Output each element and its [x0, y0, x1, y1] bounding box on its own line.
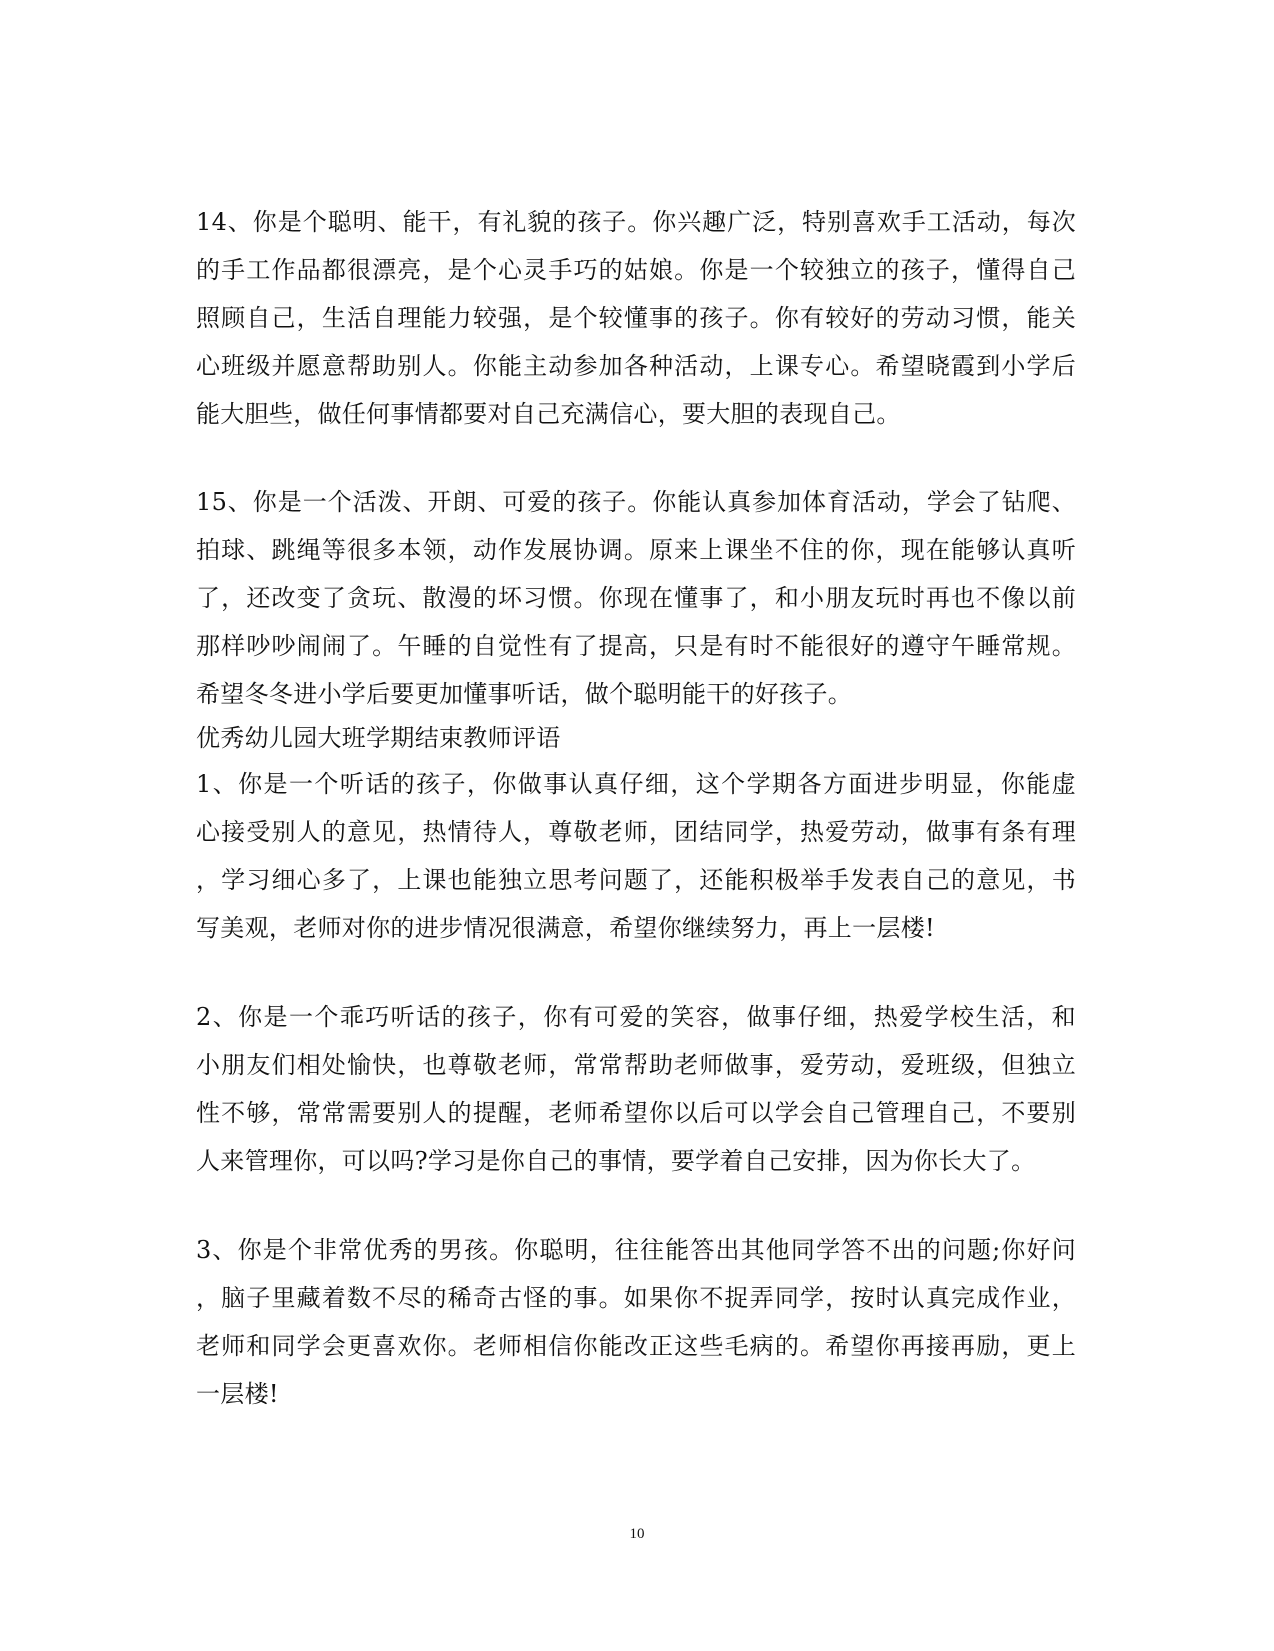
paragraph-3-line-3: 老师和同学会更喜欢你。老师相信你能改正这些毛病的。希望你再接再励，更上: [196, 1332, 1076, 1360]
paragraph-2-line-3: 性不够，常常需要别人的提醒，老师希望你以后可以学会自己管理自己，不要别: [196, 1099, 1076, 1127]
paragraph-14-line-5: 能大胆些，做任何事情都要对自己充满信心，要大胆的表现自己。: [196, 400, 901, 428]
paragraph-3-line-1: 3、你是个非常优秀的男孩。你聪明，往往能答出其他同学答不出的问题;你好问: [196, 1236, 1076, 1264]
paragraph-1-line-4: 写美观，老师对你的进步情况很满意，希望你继续努力，再上一层楼!: [196, 914, 935, 942]
page-number: 10: [629, 1526, 645, 1542]
paragraph-2-line-2: 小朋友们相处愉快，也尊敬老师，常常帮助老师做事，爱劳动，爱班级，但独立: [196, 1051, 1076, 1079]
section-heading: 优秀幼儿园大班学期结束教师评语: [196, 724, 561, 752]
paragraph-1-line-1: 1、你是一个听话的孩子，你做事认真仔细，这个学期各方面进步明显，你能虚: [196, 770, 1076, 798]
paragraph-15-line-2: 拍球、跳绳等很多本领，动作发展协调。原来上课坐不住的你，现在能够认真听: [196, 536, 1076, 564]
paragraph-2-line-4: 人来管理你，可以吗?学习是你自己的事情，要学着自己安排，因为你长大了。: [196, 1147, 1036, 1175]
paragraph-2-line-1: 2、你是一个乖巧听话的孩子，你有可爱的笑容，做事仔细，热爱学校生活，和: [196, 1003, 1076, 1031]
paragraph-15-line-5: 希望冬冬进小学后要更加懂事听话，做个聪明能干的好孩子。: [196, 680, 853, 708]
paragraph-15-line-1: 15、你是一个活泼、开朗、可爱的孩子。你能认真参加体育活动，学会了钻爬、: [196, 488, 1076, 516]
paragraph-15-line-4: 那样吵吵闹闹了。午睡的自觉性有了提高，只是有时不能很好的遵守午睡常规。: [196, 632, 1076, 660]
paragraph-1-line-2: 心接受别人的意见，热情待人，尊敬老师，团结同学，热爱劳动，做事有条有理: [196, 818, 1076, 846]
paragraph-1-line-3: ，学习细心多了，上课也能独立思考问题了，还能积极举手发表自己的意见，书: [196, 866, 1076, 894]
paragraph-15-line-3: 了，还改变了贪玩、散漫的坏习惯。你现在懂事了，和小朋友玩时再也不像以前: [196, 584, 1076, 612]
paragraph-3-line-4: 一层楼!: [196, 1380, 279, 1408]
paragraph-3-line-2: ，脑子里藏着数不尽的稀奇古怪的事。如果你不捉弄同学，按时认真完成作业，: [196, 1284, 1076, 1312]
paragraph-14-line-1: 14、你是个聪明、能干，有礼貌的孩子。你兴趣广泛，特别喜欢手工活动，每次: [196, 208, 1076, 236]
paragraph-14-line-4: 心班级并愿意帮助别人。你能主动参加各种活动，上课专心。希望晓霞到小学后: [196, 352, 1076, 380]
paragraph-14-line-3: 照顾自己，生活自理能力较强，是个较懂事的孩子。你有较好的劳动习惯，能关: [196, 304, 1076, 332]
paragraph-14-line-2: 的手工作品都很漂亮，是个心灵手巧的姑娘。你是一个较独立的孩子，懂得自己: [196, 256, 1076, 284]
